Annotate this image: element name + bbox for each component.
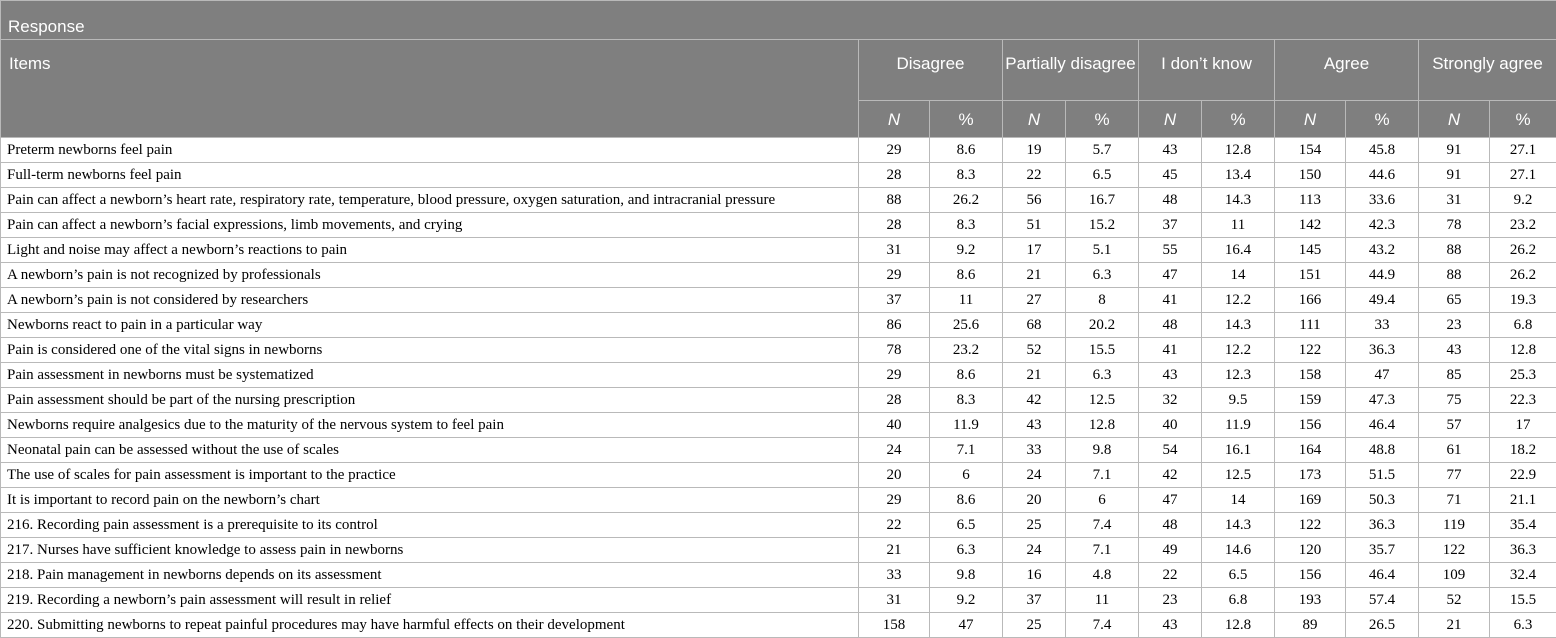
percent-cell: 25.3 bbox=[1490, 363, 1556, 388]
table-row bbox=[1, 613, 1556, 638]
percent-cell: 11 bbox=[1202, 213, 1275, 238]
count-cell: 20 bbox=[1003, 488, 1066, 513]
percent-cell: 11 bbox=[1066, 588, 1139, 613]
table-row bbox=[1, 388, 1556, 413]
percent-cell: 9.8 bbox=[1066, 438, 1139, 463]
percent-cell: 8 bbox=[1066, 288, 1139, 313]
percent-cell: 47 bbox=[1346, 363, 1419, 388]
table-row bbox=[1, 538, 1556, 563]
percent-cell: 6.5 bbox=[1202, 563, 1275, 588]
count-cell: 43 bbox=[1139, 363, 1202, 388]
count-cell: 122 bbox=[1275, 513, 1346, 538]
table-row bbox=[1, 238, 1556, 263]
count-cell: 20 bbox=[859, 463, 930, 488]
sub-header-percent: % bbox=[1066, 101, 1139, 138]
sub-header-n: N bbox=[1275, 101, 1346, 138]
count-cell: 51 bbox=[1003, 213, 1066, 238]
percent-cell: 23.2 bbox=[930, 338, 1003, 363]
count-cell: 78 bbox=[1419, 213, 1490, 238]
table-row bbox=[1, 163, 1556, 188]
item-cell: Pain is considered one of the vital signs in newborns bbox=[1, 338, 859, 363]
count-cell: 54 bbox=[1139, 438, 1202, 463]
percent-cell: 12.5 bbox=[1066, 388, 1139, 413]
count-cell: 19 bbox=[1003, 138, 1066, 163]
percent-cell: 8.6 bbox=[930, 263, 1003, 288]
count-cell: 122 bbox=[1419, 538, 1490, 563]
percent-cell: 35.7 bbox=[1346, 538, 1419, 563]
percent-cell: 11.9 bbox=[930, 413, 1003, 438]
percent-cell: 7.1 bbox=[1066, 538, 1139, 563]
count-cell: 142 bbox=[1275, 213, 1346, 238]
count-cell: 25 bbox=[1003, 613, 1066, 638]
count-cell: 120 bbox=[1275, 538, 1346, 563]
sub-header-percent: % bbox=[1346, 101, 1419, 138]
percent-cell: 14.3 bbox=[1202, 313, 1275, 338]
sub-header-percent: % bbox=[1202, 101, 1275, 138]
percent-cell: 11.9 bbox=[1202, 413, 1275, 438]
percent-cell: 5.1 bbox=[1066, 238, 1139, 263]
response-banner: Response bbox=[1, 1, 1556, 40]
count-cell: 151 bbox=[1275, 263, 1346, 288]
count-cell: 156 bbox=[1275, 563, 1346, 588]
percent-cell: 6.3 bbox=[930, 538, 1003, 563]
count-cell: 41 bbox=[1139, 288, 1202, 313]
percent-cell: 18.2 bbox=[1490, 438, 1556, 463]
percent-cell: 12.8 bbox=[1490, 338, 1556, 363]
count-cell: 166 bbox=[1275, 288, 1346, 313]
count-cell: 25 bbox=[1003, 513, 1066, 538]
percent-cell: 36.3 bbox=[1346, 513, 1419, 538]
table-row bbox=[1, 313, 1556, 338]
sub-header-n: N bbox=[859, 101, 930, 138]
count-cell: 23 bbox=[1419, 313, 1490, 338]
percent-cell: 27.1 bbox=[1490, 138, 1556, 163]
percent-cell: 36.3 bbox=[1490, 538, 1556, 563]
count-cell: 37 bbox=[859, 288, 930, 313]
percent-cell: 46.4 bbox=[1346, 413, 1419, 438]
percent-cell: 7.1 bbox=[1066, 463, 1139, 488]
table-row bbox=[1, 563, 1556, 588]
percent-cell: 17 bbox=[1490, 413, 1556, 438]
count-cell: 61 bbox=[1419, 438, 1490, 463]
percent-cell: 36.3 bbox=[1346, 338, 1419, 363]
table-row bbox=[1, 213, 1556, 238]
item-cell: 220. Submitting newborns to repeat painful procedures may have harmful effects on their development bbox=[1, 613, 859, 638]
percent-cell: 6 bbox=[930, 463, 1003, 488]
percent-cell: 9.2 bbox=[930, 588, 1003, 613]
percent-cell: 12.2 bbox=[1202, 288, 1275, 313]
count-cell: 33 bbox=[1003, 438, 1066, 463]
percent-cell: 7.4 bbox=[1066, 513, 1139, 538]
count-cell: 111 bbox=[1275, 313, 1346, 338]
table-row bbox=[1, 263, 1556, 288]
percent-cell: 5.7 bbox=[1066, 138, 1139, 163]
count-cell: 21 bbox=[1003, 263, 1066, 288]
count-cell: 16 bbox=[1003, 563, 1066, 588]
item-cell: 217. Nurses have sufficient knowledge to assess pain in newborns bbox=[1, 538, 859, 563]
percent-cell: 6.3 bbox=[1490, 613, 1556, 638]
count-cell: 31 bbox=[859, 588, 930, 613]
table-row bbox=[1, 288, 1556, 313]
percent-cell: 23.2 bbox=[1490, 213, 1556, 238]
count-cell: 24 bbox=[859, 438, 930, 463]
percent-cell: 12.8 bbox=[1202, 138, 1275, 163]
percent-cell: 51.5 bbox=[1346, 463, 1419, 488]
percent-cell: 44.6 bbox=[1346, 163, 1419, 188]
count-cell: 75 bbox=[1419, 388, 1490, 413]
count-cell: 40 bbox=[859, 413, 930, 438]
item-cell: Neonatal pain can be assessed without the use of scales bbox=[1, 438, 859, 463]
count-cell: 52 bbox=[1003, 338, 1066, 363]
percent-cell: 19.3 bbox=[1490, 288, 1556, 313]
count-cell: 23 bbox=[1139, 588, 1202, 613]
item-cell: 218. Pain management in newborns depends on its assessment bbox=[1, 563, 859, 588]
count-cell: 24 bbox=[1003, 538, 1066, 563]
percent-cell: 15.2 bbox=[1066, 213, 1139, 238]
percent-cell: 33 bbox=[1346, 313, 1419, 338]
group-header-partially-disagree: Partially disagree bbox=[1003, 40, 1139, 101]
count-cell: 91 bbox=[1419, 163, 1490, 188]
table-row bbox=[1, 338, 1556, 363]
count-cell: 78 bbox=[859, 338, 930, 363]
percent-cell: 26.2 bbox=[1490, 263, 1556, 288]
count-cell: 37 bbox=[1003, 588, 1066, 613]
percent-cell: 12.2 bbox=[1202, 338, 1275, 363]
percent-cell: 14 bbox=[1202, 488, 1275, 513]
count-cell: 40 bbox=[1139, 413, 1202, 438]
count-cell: 47 bbox=[1139, 488, 1202, 513]
item-cell: Newborns react to pain in a particular way bbox=[1, 313, 859, 338]
percent-cell: 12.3 bbox=[1202, 363, 1275, 388]
percent-cell: 22.9 bbox=[1490, 463, 1556, 488]
sub-header-n: N bbox=[1003, 101, 1066, 138]
count-cell: 164 bbox=[1275, 438, 1346, 463]
item-cell: The use of scales for pain assessment is important to the practice bbox=[1, 463, 859, 488]
percent-cell: 9.8 bbox=[930, 563, 1003, 588]
percent-cell: 6 bbox=[1066, 488, 1139, 513]
percent-cell: 7.4 bbox=[1066, 613, 1139, 638]
item-cell: Pain can affect a newborn’s heart rate, respiratory rate, temperature, blood pressure, oxygen saturation, and intracranial pressure bbox=[1, 188, 859, 213]
table-row bbox=[1, 438, 1556, 463]
percent-cell: 14.3 bbox=[1202, 188, 1275, 213]
count-cell: 29 bbox=[859, 263, 930, 288]
percent-cell: 12.8 bbox=[1066, 413, 1139, 438]
group-header-agree: Agree bbox=[1275, 40, 1419, 101]
count-cell: 91 bbox=[1419, 138, 1490, 163]
count-cell: 88 bbox=[1419, 238, 1490, 263]
percent-cell: 26.2 bbox=[930, 188, 1003, 213]
percent-cell: 7.1 bbox=[930, 438, 1003, 463]
count-cell: 41 bbox=[1139, 338, 1202, 363]
percent-cell: 6.3 bbox=[1066, 363, 1139, 388]
count-cell: 86 bbox=[859, 313, 930, 338]
percent-cell: 8.3 bbox=[930, 163, 1003, 188]
item-cell: Light and noise may affect a newborn’s reactions to pain bbox=[1, 238, 859, 263]
count-cell: 42 bbox=[1003, 388, 1066, 413]
count-cell: 49 bbox=[1139, 538, 1202, 563]
percent-cell: 9.2 bbox=[1490, 188, 1556, 213]
count-cell: 68 bbox=[1003, 313, 1066, 338]
table-row bbox=[1, 363, 1556, 388]
table-row bbox=[1, 463, 1556, 488]
percent-cell: 6.8 bbox=[1202, 588, 1275, 613]
table-body bbox=[1, 138, 1556, 638]
percent-cell: 9.2 bbox=[930, 238, 1003, 263]
count-cell: 43 bbox=[1139, 613, 1202, 638]
percent-cell: 8.3 bbox=[930, 388, 1003, 413]
percent-cell: 50.3 bbox=[1346, 488, 1419, 513]
count-cell: 22 bbox=[1139, 563, 1202, 588]
percent-cell: 9.5 bbox=[1202, 388, 1275, 413]
count-cell: 109 bbox=[1419, 563, 1490, 588]
percent-cell: 35.4 bbox=[1490, 513, 1556, 538]
count-cell: 21 bbox=[859, 538, 930, 563]
item-cell: Pain assessment in newborns must be systematized bbox=[1, 363, 859, 388]
items-header: Items bbox=[1, 40, 859, 138]
percent-cell: 11 bbox=[930, 288, 1003, 313]
sub-header-percent: % bbox=[930, 101, 1003, 138]
count-cell: 159 bbox=[1275, 388, 1346, 413]
count-cell: 37 bbox=[1139, 213, 1202, 238]
item-cell: It is important to record pain on the newborn’s chart bbox=[1, 488, 859, 513]
count-cell: 71 bbox=[1419, 488, 1490, 513]
count-cell: 56 bbox=[1003, 188, 1066, 213]
percent-cell: 27.1 bbox=[1490, 163, 1556, 188]
percent-cell: 15.5 bbox=[1066, 338, 1139, 363]
percent-cell: 4.8 bbox=[1066, 563, 1139, 588]
percent-cell: 14.3 bbox=[1202, 513, 1275, 538]
percent-cell: 25.6 bbox=[930, 313, 1003, 338]
count-cell: 27 bbox=[1003, 288, 1066, 313]
percent-cell: 12.5 bbox=[1202, 463, 1275, 488]
percent-cell: 21.1 bbox=[1490, 488, 1556, 513]
percent-cell: 16.4 bbox=[1202, 238, 1275, 263]
count-cell: 193 bbox=[1275, 588, 1346, 613]
table-row bbox=[1, 488, 1556, 513]
item-cell: 219. Recording a newborn’s pain assessment will result in relief bbox=[1, 588, 859, 613]
percent-cell: 47.3 bbox=[1346, 388, 1419, 413]
count-cell: 150 bbox=[1275, 163, 1346, 188]
sub-header-n: N bbox=[1419, 101, 1490, 138]
percent-cell: 14 bbox=[1202, 263, 1275, 288]
count-cell: 45 bbox=[1139, 163, 1202, 188]
percent-cell: 33.6 bbox=[1346, 188, 1419, 213]
count-cell: 21 bbox=[1003, 363, 1066, 388]
percent-cell: 48.8 bbox=[1346, 438, 1419, 463]
percent-cell: 16.7 bbox=[1066, 188, 1139, 213]
count-cell: 169 bbox=[1275, 488, 1346, 513]
count-cell: 22 bbox=[859, 513, 930, 538]
count-cell: 88 bbox=[859, 188, 930, 213]
percent-cell: 47 bbox=[930, 613, 1003, 638]
group-header-strongly-agree: Strongly agree bbox=[1419, 40, 1556, 101]
percent-cell: 8.3 bbox=[930, 213, 1003, 238]
percent-cell: 49.4 bbox=[1346, 288, 1419, 313]
percent-cell: 6.3 bbox=[1066, 263, 1139, 288]
count-cell: 89 bbox=[1275, 613, 1346, 638]
count-cell: 48 bbox=[1139, 513, 1202, 538]
percent-cell: 57.4 bbox=[1346, 588, 1419, 613]
count-cell: 145 bbox=[1275, 238, 1346, 263]
count-cell: 57 bbox=[1419, 413, 1490, 438]
count-cell: 85 bbox=[1419, 363, 1490, 388]
count-cell: 43 bbox=[1003, 413, 1066, 438]
percent-cell: 8.6 bbox=[930, 488, 1003, 513]
count-cell: 29 bbox=[859, 488, 930, 513]
percent-cell: 6.8 bbox=[1490, 313, 1556, 338]
item-cell: Newborns require analgesics due to the maturity of the nervous system to feel pain bbox=[1, 413, 859, 438]
count-cell: 33 bbox=[859, 563, 930, 588]
count-cell: 29 bbox=[859, 138, 930, 163]
count-cell: 52 bbox=[1419, 588, 1490, 613]
percent-cell: 32.4 bbox=[1490, 563, 1556, 588]
count-cell: 119 bbox=[1419, 513, 1490, 538]
count-cell: 65 bbox=[1419, 288, 1490, 313]
percent-cell: 16.1 bbox=[1202, 438, 1275, 463]
percent-cell: 6.5 bbox=[930, 513, 1003, 538]
percent-cell: 26.5 bbox=[1346, 613, 1419, 638]
count-cell: 113 bbox=[1275, 188, 1346, 213]
sub-header-percent: % bbox=[1490, 101, 1556, 138]
count-cell: 173 bbox=[1275, 463, 1346, 488]
item-cell: A newborn’s pain is not considered by researchers bbox=[1, 288, 859, 313]
count-cell: 24 bbox=[1003, 463, 1066, 488]
item-cell: Full-term newborns feel pain bbox=[1, 163, 859, 188]
count-cell: 31 bbox=[859, 238, 930, 263]
item-cell: Preterm newborns feel pain bbox=[1, 138, 859, 163]
count-cell: 28 bbox=[859, 163, 930, 188]
count-cell: 28 bbox=[859, 388, 930, 413]
item-cell: A newborn’s pain is not recognized by professionals bbox=[1, 263, 859, 288]
count-cell: 77 bbox=[1419, 463, 1490, 488]
group-header-dont-know: I don’t know bbox=[1139, 40, 1275, 101]
count-cell: 17 bbox=[1003, 238, 1066, 263]
count-cell: 154 bbox=[1275, 138, 1346, 163]
count-cell: 48 bbox=[1139, 313, 1202, 338]
percent-cell: 20.2 bbox=[1066, 313, 1139, 338]
percent-cell: 26.2 bbox=[1490, 238, 1556, 263]
percent-cell: 8.6 bbox=[930, 363, 1003, 388]
count-cell: 32 bbox=[1139, 388, 1202, 413]
count-cell: 88 bbox=[1419, 263, 1490, 288]
count-cell: 43 bbox=[1139, 138, 1202, 163]
count-cell: 29 bbox=[859, 363, 930, 388]
percent-cell: 8.6 bbox=[930, 138, 1003, 163]
percent-cell: 22.3 bbox=[1490, 388, 1556, 413]
table-row bbox=[1, 413, 1556, 438]
sub-header-n: N bbox=[1139, 101, 1202, 138]
count-cell: 158 bbox=[1275, 363, 1346, 388]
count-cell: 122 bbox=[1275, 338, 1346, 363]
count-cell: 43 bbox=[1419, 338, 1490, 363]
percent-cell: 13.4 bbox=[1202, 163, 1275, 188]
count-cell: 22 bbox=[1003, 163, 1066, 188]
percent-cell: 42.3 bbox=[1346, 213, 1419, 238]
count-cell: 21 bbox=[1419, 613, 1490, 638]
count-cell: 48 bbox=[1139, 188, 1202, 213]
percent-cell: 44.9 bbox=[1346, 263, 1419, 288]
percent-cell: 12.8 bbox=[1202, 613, 1275, 638]
item-cell: Pain can affect a newborn’s facial expressions, limb movements, and crying bbox=[1, 213, 859, 238]
percent-cell: 46.4 bbox=[1346, 563, 1419, 588]
item-cell: 216. Recording pain assessment is a prerequisite to its control bbox=[1, 513, 859, 538]
count-cell: 28 bbox=[859, 213, 930, 238]
percent-cell: 14.6 bbox=[1202, 538, 1275, 563]
table-row bbox=[1, 138, 1556, 163]
count-cell: 42 bbox=[1139, 463, 1202, 488]
count-cell: 55 bbox=[1139, 238, 1202, 263]
item-cell: Pain assessment should be part of the nursing prescription bbox=[1, 388, 859, 413]
count-cell: 158 bbox=[859, 613, 930, 638]
percent-cell: 6.5 bbox=[1066, 163, 1139, 188]
count-cell: 31 bbox=[1419, 188, 1490, 213]
percent-cell: 43.2 bbox=[1346, 238, 1419, 263]
count-cell: 156 bbox=[1275, 413, 1346, 438]
count-cell: 47 bbox=[1139, 263, 1202, 288]
percent-cell: 15.5 bbox=[1490, 588, 1556, 613]
group-header-disagree: Disagree bbox=[859, 40, 1003, 101]
table-row bbox=[1, 188, 1556, 213]
percent-cell: 45.8 bbox=[1346, 138, 1419, 163]
table-row bbox=[1, 588, 1556, 613]
table-row bbox=[1, 513, 1556, 538]
